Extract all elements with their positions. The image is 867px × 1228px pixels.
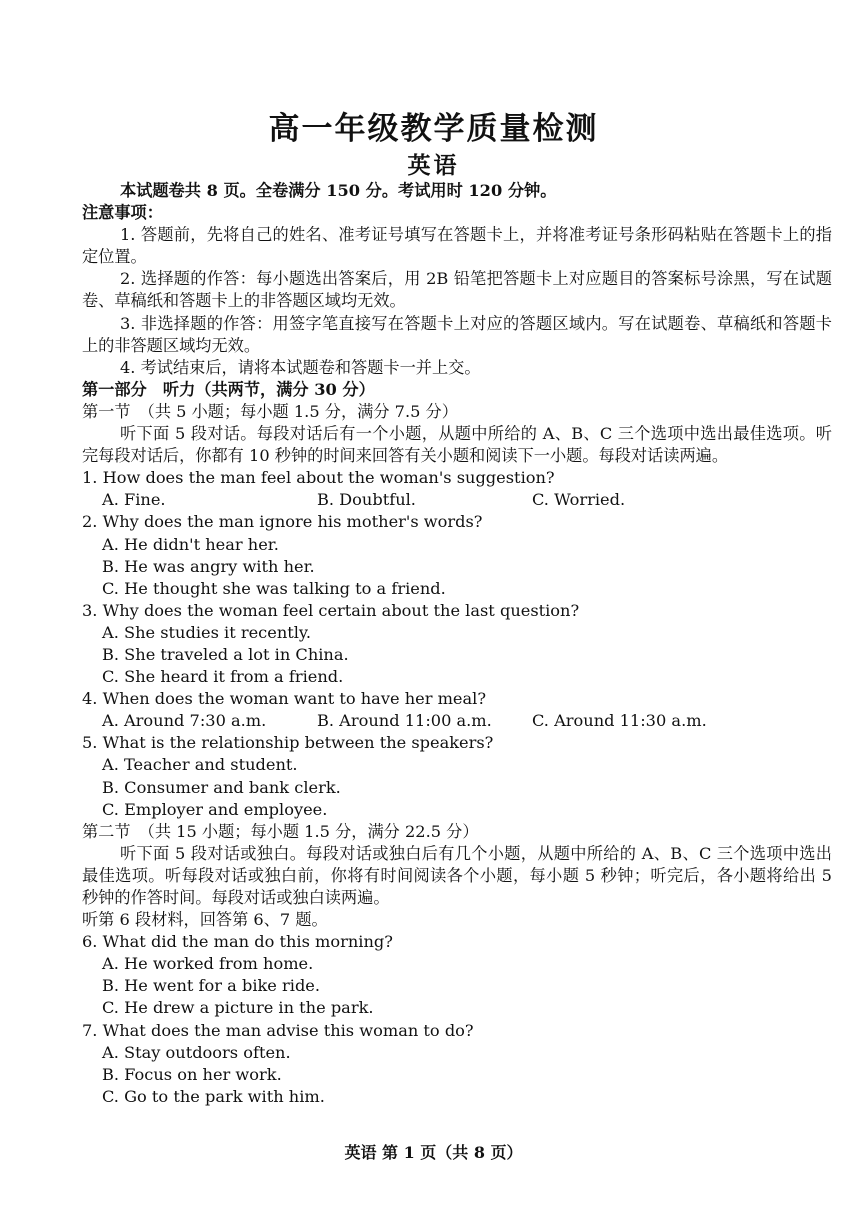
part1-heading: 第一部分 听力（共两节，满分 30 分）: [82, 379, 375, 399]
question-options: [82, 710, 832, 732]
option: B. Around 11:00 a.m.: [317, 711, 492, 731]
question-stem: 2. Why does the man ignore his mother's words?: [82, 512, 483, 532]
page-footer: 英语 第 1 页（共 8 页）: [344, 1143, 523, 1162]
section1-instructions: 听下面 5 段对话。每段对话后有一个小题，从题中所给的 A、B、C 三个选项中选出最佳选项。听完每段对话后，你都有 10 秒钟的时间来回答有关小题和阅读下一小题。每段对话读两遍。: [82, 424, 832, 466]
subject-title: 英语: [407, 152, 460, 179]
option: A. He worked from home.: [102, 954, 314, 974]
option: A. He didn't hear her.: [102, 534, 279, 554]
section2-heading: 第二节 （共 15 小题；每小题 1.5 分，满分 22.5 分）: [82, 821, 479, 841]
option: B. She traveled a lot in China.: [102, 644, 349, 664]
option: C. Employer and employee.: [102, 799, 328, 819]
material-note: 听第 6 段材料，回答第 6、7 题。: [82, 910, 328, 930]
notice-item: 3. 非选择题的作答：用签字笔直接写在答题卡上对应的答题区域内。写在试题卷、草稿纸和答题卡上的非答题区域均无效。: [82, 313, 832, 355]
option: C. Go to the park with him.: [102, 1086, 325, 1106]
option: B. He was angry with her.: [102, 556, 315, 576]
option: A. Fine.: [102, 490, 166, 510]
option: B. Focus on her work.: [102, 1064, 282, 1084]
question-stem: 5. What is the relationship between the speakers?: [82, 733, 494, 753]
option: A. She studies it recently.: [102, 622, 312, 642]
option: B. Doubtful.: [317, 490, 416, 510]
question-stem: 4. When does the woman want to have her meal?: [82, 689, 487, 709]
option: A. Around 7:30 a.m.: [102, 711, 267, 731]
notice-item: 2. 选择题的作答：每小题选出答案后，用 2B 铅笔把答题卡上对应题目的答案标号涂黑，写在试题卷、草稿纸和答题卡上的非答题区域均无效。: [82, 269, 832, 311]
exam-title: 高一年级教学质量检测: [268, 111, 599, 147]
question-stem: 1. How does the man feel about the woman's suggestion?: [82, 468, 555, 488]
exam-body: [82, 180, 832, 1108]
option: C. She heard it from a friend.: [102, 667, 344, 687]
notice-heading: 注意事项：: [82, 203, 163, 223]
option: C. He thought she was talking to a friend.: [102, 578, 446, 598]
option: A. Teacher and student.: [102, 755, 298, 775]
intro-line: 本试题卷共 8 页。全卷满分 150 分。考试用时 120 分钟。: [120, 181, 557, 200]
question-stem: 6. What did the man do this morning?: [82, 932, 393, 952]
section2-instructions: 听下面 5 段对话或独白。每段对话或独白后有几个小题，从题中所给的 A、B、C 三个选项中选出最佳选项。听每段对话或独白前，你将有时间阅读各个小题，每小题 5 秒钟；听完后，各小题将给出 5 秒钟的作答时间。每段对话或独白读两遍。: [82, 843, 832, 907]
option: A. Stay outdoors often.: [102, 1042, 291, 1062]
option: B. Consumer and bank clerk.: [102, 777, 341, 797]
question-stem: 3. Why does the woman feel certain about the last question?: [82, 600, 580, 620]
option: C. He drew a picture in the park.: [102, 998, 374, 1018]
question-options: [82, 489, 832, 511]
section1-heading: 第一节 （共 5 小题；每小题 1.5 分，满分 7.5 分）: [82, 401, 458, 421]
notice-item: 4. 考试结束后，请将本试题卷和答题卡一并上交。: [120, 357, 481, 377]
notice-item: 1. 答题前，先将自己的姓名、准考证号填写在答题卡上，并将准考证号条形码粘贴在答题卡上的指定位置。: [82, 225, 832, 267]
option: C. Worried.: [532, 490, 626, 510]
option: C. Around 11:30 a.m.: [532, 711, 707, 731]
question-stem: 7. What does the man advise this woman to do?: [82, 1020, 474, 1040]
option: B. He went for a bike ride.: [102, 976, 321, 996]
